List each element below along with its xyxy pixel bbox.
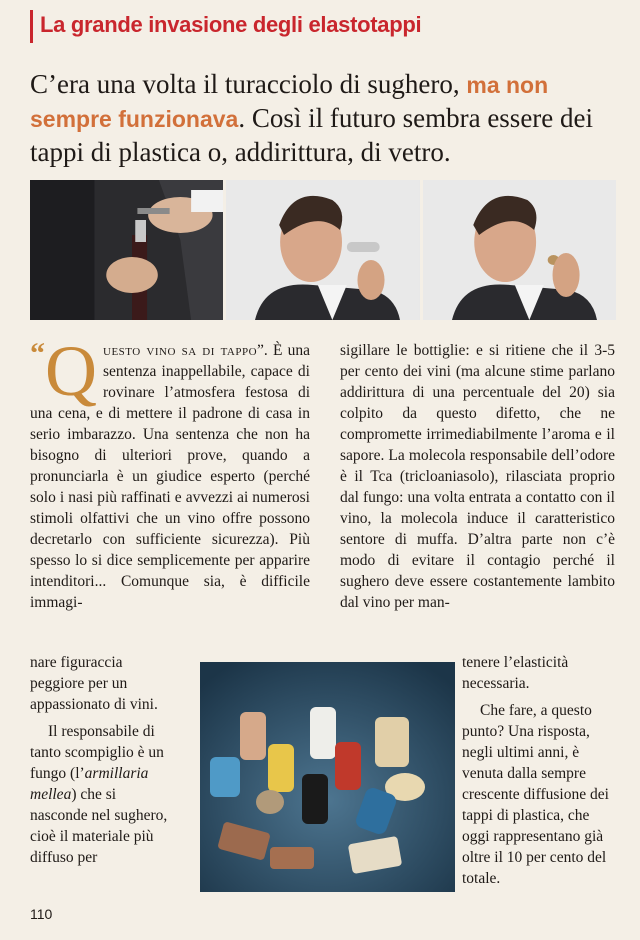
- intro-paragraph: [30, 331, 310, 613]
- fungus-text-b: ) che si nasconde nel sughero, cioè il materiale più diffuso per: [30, 786, 168, 866]
- title-accent-bar: [30, 10, 33, 43]
- paragraph-plastic-corks: Che fare, a questo punto? Una risposta, negli ultimi anni, è venuta dalla sempre crescente diffusione dei tappi di plastica, che oggi rappresentano già oltre il 10 per cento del totale.: [462, 702, 609, 887]
- man-smelling-cork-closeup-photo: [423, 180, 616, 320]
- body-column-left: [30, 331, 310, 613]
- paragraph-fungus: [30, 721, 175, 868]
- quote-mark: “: [30, 337, 45, 370]
- deck-highlight: ma non sempre funzionava: [30, 72, 549, 132]
- deck-text-part1: C’era una volta il turacciolo di sughero,: [30, 69, 467, 99]
- man-smelling-cork-photo: [226, 180, 419, 320]
- body-column-left-wrap: [30, 652, 175, 868]
- body-column-right: [340, 340, 615, 613]
- col2-text: sigillare le bottiglie: e si ritiene che il 3-5 per cento dei vini (ma alcune stime parlano addirittura di una percentuale del 20) sia colpito da questo difetto, che ne compromette irrimediabilmente l’aroma e il sapore. La molecola responsabile dell’odore è il Tca (tricloaniasolo), rilasciata proprio dal fungo: una volta entrata a contatto con il vino, la molecola induce il caratteristico sentore di muffa. D’altra parte non c’è modo di evitare il contagio perché il sughero deve essere costantemente lambito dal vino per man-: [340, 342, 615, 611]
- plastic-corks-photo: [200, 662, 455, 892]
- page-number: 110: [30, 906, 53, 922]
- fungus-species: armillaria mellea: [30, 765, 149, 803]
- body-column-right-wrap: [462, 652, 615, 889]
- fungus-text-a: Il responsabile di tanto scompiglio è un fungo (l’: [30, 723, 164, 782]
- col1-text: ”. È una sentenza inappellabile, capace di rovinare l’atmosfera festosa di una cena, e di mettere il padrone di casa in serio imbarazzo. Una sentenza che non ha bisogno di ulteriori prove, quando a pronunciarla è un giudice esperto (perché solo i nasi più raffinati e avvezzi ai numerosi stimoli olfattivi che un vino offre possono decretarlo con sufficiente sicurezza). Più spesso lo si dice semplicemente per apparire intenditori... Comunque sia, è difficile immagi-: [30, 342, 310, 611]
- paragraph-continued: nare figuraccia peggiore per un appassionato di vini.: [30, 654, 158, 713]
- photo-strip: [30, 180, 616, 320]
- drop-cap: Q: [45, 331, 97, 411]
- paragraph-continued-right: tenere l’elasticità necessaria.: [462, 654, 569, 692]
- article-title: La grande invasione degli elastotappi: [40, 12, 422, 37]
- deck-text-part2: . Così il futuro sembra essere dei tappi di plastica o, addirittura, di vetro.: [30, 103, 594, 167]
- article-deck: [30, 68, 615, 169]
- corkscrew-photo: [30, 180, 223, 320]
- lead-smallcaps: uesto vino sa di tappo: [103, 342, 258, 359]
